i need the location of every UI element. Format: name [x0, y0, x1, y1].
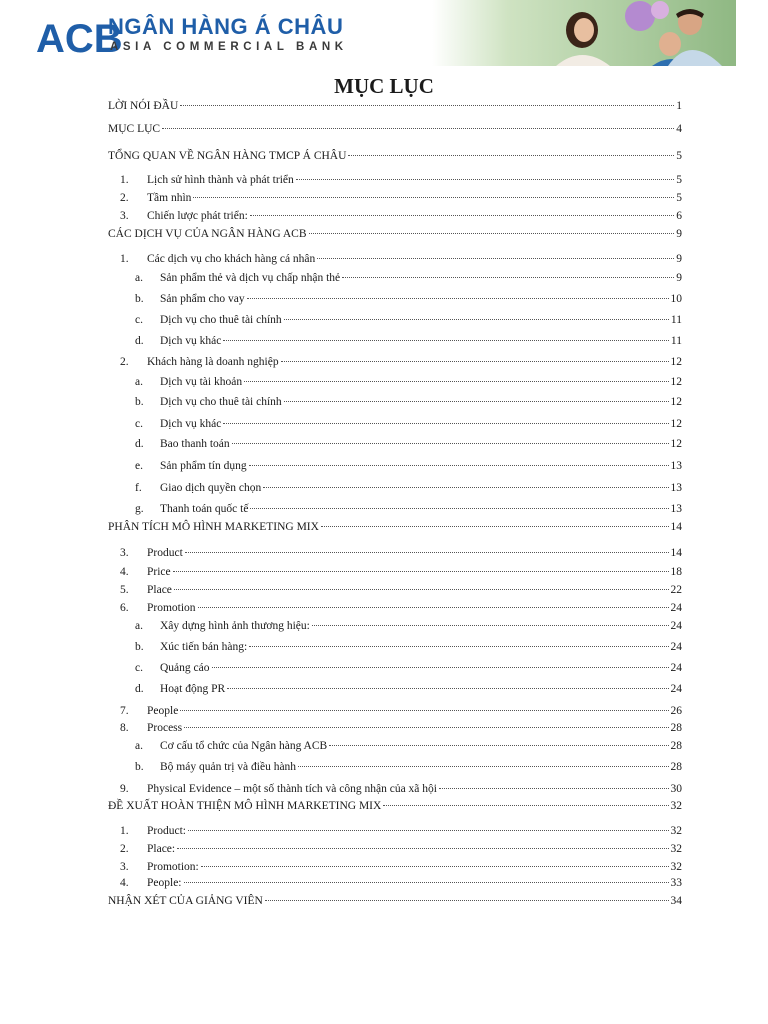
header-photo — [432, 0, 736, 66]
toc-leader-dots — [284, 401, 669, 402]
toc-leader-dots — [383, 805, 668, 806]
toc-page-number: 32 — [670, 825, 682, 837]
toc-entry-title: Dịch vụ tài khoản — [160, 376, 243, 388]
toc-entry-title: Cơ cấu tổ chức của Ngân hàng ACB — [160, 740, 328, 752]
toc-entry-title: TỔNG QUAN VỀ NGÂN HÀNG TMCP Á CHÂU — [108, 150, 347, 162]
toc-page-number: 13 — [670, 503, 682, 515]
toc-page-number: 9 — [676, 228, 682, 240]
toc-leader-dots — [342, 277, 674, 278]
toc-entry-title: Process — [147, 722, 183, 734]
toc-leader-dots — [250, 215, 674, 216]
toc-page-number: 13 — [670, 482, 682, 494]
toc-entry-title: Xây dựng hình ảnh thương hiệu: — [160, 620, 310, 632]
toc-entry[interactable] — [135, 335, 682, 348]
toc-entry-title: CÁC DỊCH VỤ CỦA NGÂN HÀNG ACB — [108, 228, 307, 240]
toc-entry[interactable] — [135, 272, 682, 285]
toc-leader-dots — [184, 727, 668, 728]
toc-entry-title: People: — [147, 877, 182, 889]
toc-entry-number: 4. — [120, 566, 129, 578]
toc-page-number: 32 — [670, 843, 682, 855]
toc-entry-number: 3. — [120, 210, 129, 222]
toc-page-number: 1 — [676, 100, 682, 112]
toc-entry[interactable] — [120, 210, 682, 223]
toc-entry[interactable] — [120, 192, 682, 205]
toc-entry-number: 2. — [120, 843, 129, 855]
toc-entry-title: Sản phẩm tín dụng — [160, 460, 247, 472]
toc-leader-dots — [265, 900, 669, 901]
toc-entry-number: 9. — [120, 783, 129, 795]
toc-leader-dots — [223, 423, 668, 424]
acb-logo — [36, 8, 123, 61]
toc-page-number: 13 — [670, 460, 682, 472]
toc-entry[interactable] — [120, 861, 682, 874]
toc-page-number: 5 — [676, 150, 682, 162]
toc-entry-number: a. — [135, 272, 143, 284]
toc-entry[interactable] — [120, 843, 682, 856]
toc-leader-dots — [180, 710, 668, 711]
toc-entry-title: LỜI NÓI ĐẦU — [108, 100, 179, 112]
toc-leader-dots — [296, 179, 674, 180]
toc-entry[interactable] — [120, 174, 682, 187]
toc-page-number: 30 — [670, 783, 682, 795]
toc-page-number: 24 — [670, 620, 682, 632]
toc-entry[interactable] — [120, 547, 682, 560]
toc-entry-title: Lịch sử hình thành và phát triển — [147, 174, 294, 186]
toc-leader-dots — [180, 105, 674, 106]
toc-entry-title: Thanh toán quốc tế — [160, 503, 249, 515]
toc-page-number: 28 — [670, 761, 682, 773]
toc-entry-title: Physical Evidence – một số thành tích và công nhận của xã hội — [147, 783, 437, 795]
toc-entry-title: Place: — [147, 843, 176, 855]
toc-entry-title: Dịch vụ khác — [160, 335, 222, 347]
toc-page-number: 14 — [670, 547, 682, 559]
toc-entry[interactable] — [135, 683, 682, 696]
toc-page-number: 33 — [670, 877, 682, 889]
toc-entry[interactable] — [120, 722, 682, 735]
toc-entry-title: Các dịch vụ cho khách hàng cá nhân — [147, 253, 316, 265]
toc-entry-number: 2. — [120, 192, 129, 204]
toc-leader-dots — [223, 340, 669, 341]
toc-entry-number: 1. — [120, 174, 129, 186]
toc-entry[interactable] — [120, 566, 682, 579]
toc-entry[interactable] — [135, 438, 682, 451]
toc-page-number: 5 — [676, 192, 682, 204]
toc-entry-title: Dịch vụ khác — [160, 418, 222, 430]
toc-leader-dots — [173, 571, 669, 572]
toc-leader-dots — [312, 625, 669, 626]
toc-page-number: 28 — [670, 740, 682, 752]
toc-entry[interactable] — [135, 418, 682, 431]
toc-entry-title: Quảng cáo — [160, 662, 210, 674]
toc-entry[interactable] — [108, 895, 682, 908]
toc-entry[interactable] — [108, 150, 682, 163]
document-header — [0, 0, 768, 72]
page-title: MỤC LỤC — [334, 74, 434, 98]
toc-leader-dots — [249, 465, 669, 466]
toc-entry-title: PHÂN TÍCH MÔ HÌNH MARKETING MIX — [108, 521, 319, 533]
toc-entry-number: b. — [135, 396, 144, 408]
toc-leader-dots — [284, 319, 669, 320]
toc-entry-number: 3. — [120, 547, 129, 559]
toc-entry-number: 4. — [120, 877, 129, 889]
toc-page-number: 32 — [670, 800, 682, 812]
toc-page-number: 28 — [670, 722, 682, 734]
toc-entry-title: Tầm nhìn — [147, 192, 192, 204]
toc-leader-dots — [162, 128, 674, 129]
toc-entry-title: Bộ máy quản trị và điều hành — [160, 761, 297, 773]
toc-entry-number: 2. — [120, 356, 129, 368]
toc-entry-number: d. — [135, 335, 144, 347]
toc-entry-title: Product: — [147, 825, 186, 837]
toc-leader-dots — [174, 589, 669, 590]
toc-leader-dots — [249, 646, 668, 647]
toc-page-number: 5 — [676, 174, 682, 186]
toc-entry-number: b. — [135, 293, 144, 305]
toc-entry[interactable] — [135, 396, 682, 409]
toc-entry[interactable] — [120, 253, 682, 266]
toc-leader-dots — [348, 155, 674, 156]
toc-entry-number: b. — [135, 641, 144, 653]
toc-leader-dots — [263, 487, 668, 488]
toc-leader-dots — [317, 258, 674, 259]
toc-leader-dots — [281, 361, 669, 362]
toc-entry[interactable] — [135, 620, 682, 633]
toc-entry-number: d. — [135, 438, 144, 450]
toc-page-number: 9 — [676, 253, 682, 265]
toc-page-number: 26 — [670, 705, 682, 717]
toc-leader-dots — [232, 443, 669, 444]
bank-name: NGÂN HÀNG Á CHÂU — [108, 14, 344, 39]
toc-entry-title: Chiến lược phát triển: — [147, 210, 248, 222]
toc-page-number: 12 — [670, 356, 682, 368]
toc-entry-number: e. — [135, 460, 143, 472]
toc-entry-title: Place — [147, 584, 172, 596]
toc-entry[interactable] — [135, 662, 682, 675]
toc-entry[interactable] — [135, 761, 682, 774]
toc-leader-dots — [244, 381, 668, 382]
toc-leader-dots — [298, 766, 668, 767]
toc-entry-title: People — [147, 705, 179, 717]
toc-page-number: 11 — [670, 335, 682, 347]
toc-entry-number: 7. — [120, 705, 129, 717]
toc-entry-number: c. — [135, 314, 143, 326]
toc-leader-dots — [247, 298, 669, 299]
toc-entry[interactable] — [135, 503, 682, 516]
toc-entry-title: Sản phẩm thẻ và dịch vụ chấp nhận thẻ — [160, 272, 341, 284]
toc-entry-number: f. — [135, 482, 142, 494]
toc-leader-dots — [227, 688, 668, 689]
toc-page-number: 24 — [670, 683, 682, 695]
toc-entry-title: Dịch vụ cho thuê tài chính — [160, 314, 282, 326]
toc-page-number: 32 — [670, 861, 682, 873]
toc-page-number: 6 — [676, 210, 682, 222]
toc-entry[interactable] — [108, 800, 682, 813]
toc-entry[interactable] — [120, 877, 682, 890]
toc-leader-dots — [309, 233, 675, 234]
toc-entry-number: 6. — [120, 602, 129, 614]
toc-entry-title: Dịch vụ cho thuê tài chính — [160, 396, 282, 408]
toc-page-number: 14 — [670, 521, 682, 533]
toc-page-number: 12 — [670, 376, 682, 388]
toc-entry[interactable] — [135, 293, 682, 306]
toc-entry[interactable] — [120, 584, 682, 597]
toc-leader-dots — [177, 848, 668, 849]
toc-entry-title: Xúc tiến bán hàng: — [160, 641, 248, 653]
toc-entry-number: 1. — [120, 825, 129, 837]
toc-leader-dots — [329, 745, 668, 746]
toc-page-number: 18 — [670, 566, 682, 578]
toc-page-number: 24 — [670, 662, 682, 674]
toc-entry-number: 1. — [120, 253, 129, 265]
toc-entry-number: a. — [135, 620, 143, 632]
toc-entry-title: ĐỀ XUẤT HOÀN THIỆN MÔ HÌNH MARKETING MIX — [108, 800, 382, 812]
toc-leader-dots — [321, 526, 669, 527]
toc-entry-title: Sản phẩm cho vay — [160, 293, 245, 305]
toc-entry-number: c. — [135, 418, 143, 430]
toc-entry-title: Price — [147, 566, 171, 578]
toc-page-number: 10 — [670, 293, 682, 305]
toc-entry-title: Promotion — [147, 602, 196, 614]
toc-entry[interactable] — [120, 783, 682, 796]
toc-entry-number: a. — [135, 376, 143, 388]
toc-entry[interactable] — [108, 123, 682, 136]
toc-entry[interactable] — [120, 356, 682, 369]
toc-entry-number: d. — [135, 683, 144, 695]
toc-leader-dots — [201, 866, 669, 867]
toc-leader-dots — [193, 197, 674, 198]
toc-entry[interactable] — [135, 740, 682, 753]
toc-entry[interactable] — [120, 602, 682, 615]
toc-entry-title: Product — [147, 547, 183, 559]
toc-page-number: 12 — [670, 438, 682, 450]
toc-entry[interactable] — [135, 314, 682, 327]
toc-entry-title: Promotion: — [147, 861, 199, 873]
toc-entry[interactable] — [135, 376, 682, 389]
toc-leader-dots — [188, 830, 669, 831]
toc-leader-dots — [250, 508, 668, 509]
bank-subtitle: ASIA COMMERCIAL BANK — [110, 41, 348, 53]
toc-entry[interactable] — [135, 482, 682, 495]
toc-entry-number: 3. — [120, 861, 129, 873]
toc-page-number: 22 — [670, 584, 682, 596]
toc-page-number: 4 — [676, 123, 682, 135]
toc-entry-title: Bao thanh toán — [160, 438, 230, 450]
toc-leader-dots — [439, 788, 669, 789]
toc-page-number: 24 — [670, 641, 682, 653]
toc-entry-number: 5. — [120, 584, 129, 596]
toc-entry-number: g. — [135, 503, 144, 515]
toc-entry-number: 8. — [120, 722, 129, 734]
toc-leader-dots — [198, 607, 669, 608]
toc-page-number: 9 — [676, 272, 682, 284]
toc-entry-title: Giao dịch quyền chọn — [160, 482, 262, 494]
toc-entry[interactable] — [135, 641, 682, 654]
toc-leader-dots — [184, 882, 669, 883]
toc-entry-title: NHẬN XÉT CỦA GIẢNG VIÊN — [108, 895, 263, 907]
toc-entry-number: a. — [135, 740, 143, 752]
toc-leader-dots — [212, 667, 669, 668]
toc-page-number: 24 — [670, 602, 682, 614]
toc-entry-title: Hoạt động PR — [160, 683, 226, 695]
toc-page-number: 34 — [670, 895, 682, 907]
toc-page-number: 11 — [670, 314, 682, 326]
toc-entry[interactable] — [135, 460, 682, 473]
toc-entry-number: c. — [135, 662, 143, 674]
toc-entry-title: Khách hàng là doanh nghiệp — [147, 356, 279, 368]
toc-entry[interactable] — [120, 705, 682, 718]
toc-page-number: 12 — [670, 396, 682, 408]
toc-page-number: 12 — [670, 418, 682, 430]
logo-text: ACB — [36, 17, 123, 61]
toc-entry[interactable] — [108, 228, 682, 241]
toc-entry[interactable] — [120, 825, 682, 838]
toc-entry-number: b. — [135, 761, 144, 773]
toc-entry[interactable] — [108, 521, 682, 534]
toc-leader-dots — [185, 552, 669, 553]
toc-entry-title: MỤC LỤC — [108, 123, 161, 135]
toc-entry[interactable] — [108, 100, 682, 113]
